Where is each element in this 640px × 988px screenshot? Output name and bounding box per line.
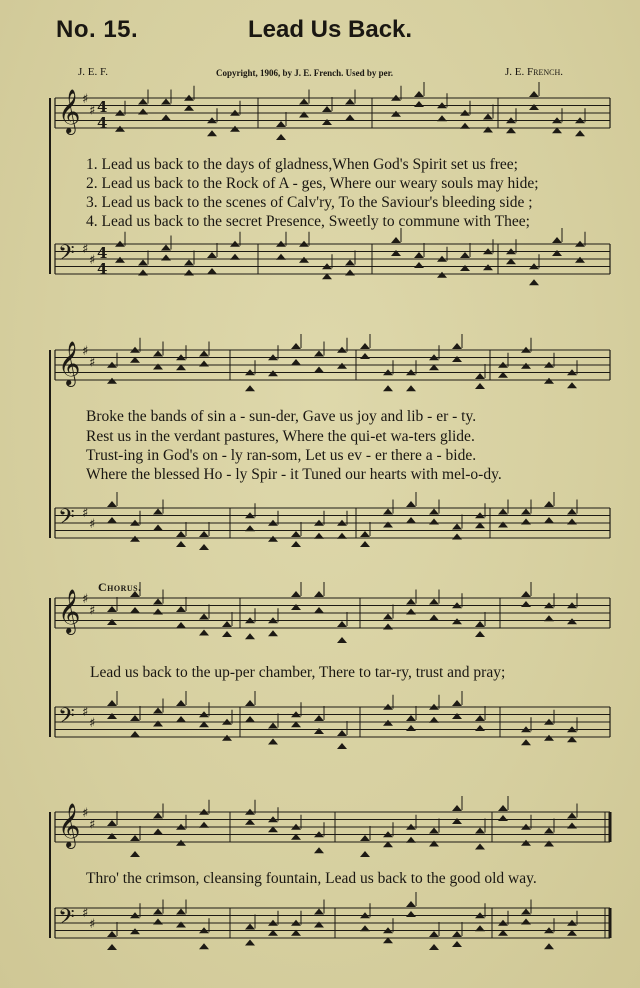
note-head: [414, 101, 424, 107]
note-head: [268, 370, 278, 376]
note-head: [161, 245, 171, 251]
note-head: [452, 805, 462, 811]
note-head: [161, 99, 171, 105]
note-head: [268, 723, 278, 729]
note-head: [176, 531, 186, 537]
note-head: [153, 829, 163, 835]
note-head: [529, 91, 539, 97]
note-head: [245, 385, 255, 391]
note-head: [360, 343, 370, 349]
treble-clef-icon: 𝄞: [58, 89, 81, 133]
bass-clef-icon: 𝄢: [58, 704, 75, 734]
note-head: [429, 841, 439, 847]
note-head: [199, 531, 209, 537]
note-head: [291, 343, 301, 349]
note-head: [299, 99, 309, 105]
verse-4-line-b: Where the blessed Ho - ly Spir - it Tuned our hearts with mel-o-dy.: [86, 466, 502, 483]
note-head: [138, 270, 148, 276]
note-head: [314, 922, 324, 928]
note-head: [567, 823, 577, 829]
time-signature-top: 4: [97, 98, 108, 116]
note-head: [544, 943, 554, 949]
sharp-icon: ♯: [82, 92, 89, 107]
note-head: [176, 541, 186, 547]
note-head: [414, 91, 424, 97]
note-head: [406, 901, 416, 907]
note-head: [345, 99, 355, 105]
note-head: [138, 99, 148, 105]
note-head: [291, 359, 301, 365]
note-head: [475, 383, 485, 389]
note-head: [406, 911, 416, 917]
note-head: [153, 509, 163, 515]
note-head: [115, 126, 125, 132]
note-head: [429, 944, 439, 950]
note-head: [230, 126, 240, 132]
note-head: [153, 813, 163, 819]
note-head: [314, 715, 324, 721]
sharp-icon: ♯: [82, 505, 89, 521]
note-head: [383, 522, 393, 528]
note-head: [544, 615, 554, 621]
chorus-label: Chorus.: [98, 580, 142, 594]
note-head: [153, 525, 163, 531]
time-signature-top: 4: [97, 244, 108, 262]
note-head: [406, 599, 416, 605]
note-head: [475, 715, 485, 721]
note-head: [360, 835, 370, 841]
note-head: [483, 127, 493, 133]
note-head: [207, 268, 217, 274]
note-head: [529, 104, 539, 110]
time-signature-bottom: 4: [97, 260, 108, 278]
sharp-icon: ♯: [89, 517, 96, 532]
note-head: [107, 619, 117, 625]
note-head: [429, 828, 439, 834]
chorus-line-1: Lead us back to the up-per chamber, There to tar-ry, trust and pray;: [90, 664, 506, 681]
note-head: [130, 731, 140, 737]
note-head: [483, 114, 493, 120]
note-head: [414, 262, 424, 268]
note-head: [322, 106, 332, 112]
note-head: [437, 272, 447, 278]
note-head: [544, 828, 554, 834]
note-head: [276, 121, 286, 127]
note-head: [153, 599, 163, 605]
note-head: [567, 509, 577, 515]
note-head: [475, 925, 485, 931]
verse-2-line-b: Rest us in the verdant pastures, Where the qui-et wa-ters glide.: [86, 428, 475, 445]
note-head: [552, 250, 562, 256]
note-head: [107, 833, 117, 839]
note-head: [222, 631, 232, 637]
note-head: [544, 517, 554, 523]
treble-clef-icon: 𝄞: [58, 341, 81, 385]
sharp-icon: ♯: [89, 603, 96, 619]
note-head: [475, 621, 485, 627]
note-head: [575, 130, 585, 136]
hymn-title: Lead Us Back.: [248, 16, 413, 43]
note-head: [391, 111, 401, 117]
note-head: [276, 254, 286, 260]
note-head: [575, 257, 585, 263]
note-head: [452, 700, 462, 706]
note-head: [521, 363, 531, 369]
note-head: [337, 730, 347, 736]
note-head: [291, 541, 301, 547]
note-head: [199, 630, 209, 636]
sharp-icon: ♯: [89, 253, 96, 268]
note-head: [429, 509, 439, 515]
note-head: [521, 601, 531, 607]
note-head: [153, 609, 163, 615]
note-head: [360, 353, 370, 359]
sharp-icon: ♯: [89, 355, 96, 371]
note-head: [429, 615, 439, 621]
note-head: [498, 522, 508, 528]
note-head: [460, 265, 470, 271]
note-head: [460, 252, 470, 258]
note-head: [544, 841, 554, 847]
note-head: [130, 851, 140, 857]
note-head: [521, 840, 531, 846]
note-head: [176, 922, 186, 928]
note-head: [291, 531, 301, 537]
note-head: [452, 931, 462, 937]
note-head: [153, 721, 163, 727]
note-head: [391, 237, 401, 243]
note-head: [314, 728, 324, 734]
note-head: [199, 361, 209, 367]
note-head: [406, 501, 416, 507]
sharp-icon: ♯: [89, 917, 96, 932]
sharp-icon: ♯: [89, 103, 96, 119]
note-head: [299, 257, 309, 263]
note-head: [222, 735, 232, 741]
note-head: [483, 264, 493, 270]
note-head: [107, 931, 117, 937]
copyright-notice: Copyright, 1906, by J. E. French. Used by per.: [216, 68, 394, 78]
note-head: [429, 931, 439, 937]
time-signature-bottom: 4: [97, 114, 108, 132]
verse-4-line-a: 4. Lead us back to the secret Presence, Sweetly to commune with Thee;: [86, 213, 530, 230]
note-head: [345, 270, 355, 276]
note-head: [429, 519, 439, 525]
note-head: [176, 840, 186, 846]
note-head: [107, 700, 117, 706]
note-head: [161, 255, 171, 261]
note-head: [314, 607, 324, 613]
note-head: [207, 130, 217, 136]
note-head: [337, 637, 347, 643]
note-head: [184, 270, 194, 276]
words-credit: J. E. F.: [78, 66, 108, 78]
note-head: [176, 606, 186, 612]
note-head: [314, 351, 324, 357]
note-head: [452, 343, 462, 349]
note-head: [452, 941, 462, 947]
sharp-icon: ♯: [82, 241, 89, 257]
note-head: [452, 534, 462, 540]
note-head: [475, 373, 485, 379]
note-head: [153, 708, 163, 714]
note-head: [176, 909, 186, 915]
note-head: [153, 909, 163, 915]
note-head: [460, 123, 470, 129]
chorus-line-2: Thro' the crimson, cleansing fountain, Lead us back to the good old way.: [86, 870, 537, 887]
note-head: [475, 828, 485, 834]
note-head: [452, 524, 462, 530]
note-head: [383, 385, 393, 391]
note-head: [107, 517, 117, 523]
note-head: [107, 378, 117, 384]
sharp-icon: ♯: [82, 806, 89, 821]
note-head: [452, 618, 462, 624]
bass-clef-icon: 𝄢: [58, 505, 75, 535]
note-head: [345, 260, 355, 266]
note-head: [130, 835, 140, 841]
note-head: [360, 925, 370, 931]
note-head: [322, 119, 332, 125]
note-head: [130, 536, 140, 542]
note-head: [299, 112, 309, 118]
note-head: [360, 531, 370, 537]
note-head: [498, 815, 508, 821]
note-head: [475, 844, 485, 850]
note-head: [107, 820, 117, 826]
note-head: [567, 519, 577, 525]
note-head: [521, 591, 531, 597]
note-head: [245, 700, 255, 706]
note-head: [567, 618, 577, 624]
note-head: [268, 630, 278, 636]
note-head: [521, 909, 531, 915]
note-head: [337, 363, 347, 369]
note-head: [176, 622, 186, 628]
sharp-icon: ♯: [89, 817, 96, 833]
note-head: [176, 700, 186, 706]
note-head: [383, 614, 393, 620]
note-head: [207, 252, 217, 258]
music-credit: J. E. French.: [505, 66, 563, 78]
note-head: [414, 252, 424, 258]
verse-3-line-b: Trust-ing in God's on - ly ran-som, Let us ev - er there a - bide.: [86, 447, 477, 464]
note-head: [245, 716, 255, 722]
note-head: [153, 919, 163, 925]
sharp-icon: ♯: [82, 704, 89, 720]
note-head: [498, 805, 508, 811]
note-head: [115, 257, 125, 263]
note-head: [199, 544, 209, 550]
note-head: [337, 621, 347, 627]
note-head: [245, 633, 255, 639]
note-head: [245, 924, 255, 930]
note-head: [567, 813, 577, 819]
bass-clef-icon: 𝄢: [58, 241, 75, 271]
note-head: [138, 109, 148, 115]
note-head: [314, 367, 324, 373]
note-head: [498, 509, 508, 515]
note-head: [107, 501, 117, 507]
treble-clef-icon: 𝄞: [58, 803, 81, 847]
note-head: [429, 599, 439, 605]
sharp-icon: ♯: [82, 344, 89, 359]
note-head: [521, 739, 531, 745]
note-head: [521, 919, 531, 925]
note-head: [529, 279, 539, 285]
note-head: [406, 609, 416, 615]
note-head: [130, 928, 140, 934]
sharp-icon: ♯: [89, 716, 96, 731]
note-head: [199, 614, 209, 620]
note-head: [291, 604, 301, 610]
note-head: [406, 725, 416, 731]
note-head: [184, 260, 194, 266]
note-head: [291, 591, 301, 597]
note-head: [245, 940, 255, 946]
note-head: [199, 822, 209, 828]
note-head: [521, 519, 531, 525]
treble-clef-icon: 𝄞: [58, 589, 81, 633]
note-head: [544, 735, 554, 741]
note-head: [391, 250, 401, 256]
note-head: [268, 739, 278, 745]
note-head: [406, 517, 416, 523]
hymn-number: No. 15.: [56, 16, 139, 43]
bass-clef-icon: 𝄢: [58, 905, 75, 935]
note-head: [452, 818, 462, 824]
note-head: [314, 591, 324, 597]
note-head: [452, 356, 462, 362]
verse-2-line-a: 2. Lead us back to the Rock of A - ges, Where our weary souls may hide;: [86, 175, 539, 192]
note-head: [107, 713, 117, 719]
note-head: [199, 943, 209, 949]
note-head: [567, 382, 577, 388]
note-head: [268, 536, 278, 542]
note-head: [406, 385, 416, 391]
note-head: [406, 837, 416, 843]
note-head: [130, 715, 140, 721]
note-head: [406, 715, 416, 721]
note-head: [245, 525, 255, 531]
note-head: [138, 260, 148, 266]
verse-1-line-a: 1. Lead us back to the days of gladness,When God's Spirit set us free;: [86, 156, 518, 173]
note-head: [360, 541, 370, 547]
note-head: [107, 606, 117, 612]
note-head: [544, 501, 554, 507]
note-head: [452, 713, 462, 719]
sharp-icon: ♯: [82, 905, 89, 921]
note-head: [222, 621, 232, 627]
note-head: [153, 351, 163, 357]
note-head: [230, 254, 240, 260]
note-head: [314, 847, 324, 853]
note-head: [161, 115, 171, 121]
note-head: [360, 851, 370, 857]
note-head: [383, 720, 393, 726]
note-head: [475, 631, 485, 637]
sharp-icon: ♯: [82, 592, 89, 607]
note-head: [199, 351, 209, 357]
note-head: [107, 944, 117, 950]
verse-3-line-a: 3. Lead us back to the scenes of Calv'ry, To the Saviour's bleeding side ;: [86, 194, 533, 211]
note-head: [544, 378, 554, 384]
note-head: [383, 509, 393, 515]
note-head: [383, 624, 393, 630]
note-head: [337, 743, 347, 749]
note-head: [153, 364, 163, 370]
note-head: [521, 509, 531, 515]
note-head: [130, 607, 140, 613]
note-head: [429, 717, 439, 723]
note-head: [337, 533, 347, 539]
note-head: [437, 115, 447, 121]
note-head: [552, 237, 562, 243]
note-head: [314, 909, 324, 915]
note-head: [176, 716, 186, 722]
verse-1-line-b: Broke the bands of sin a - sun-der, Gave us joy and lib - er - ty.: [86, 408, 477, 425]
note-head: [314, 533, 324, 539]
note-head: [276, 134, 286, 140]
note-head: [475, 725, 485, 731]
note-head: [345, 115, 355, 121]
